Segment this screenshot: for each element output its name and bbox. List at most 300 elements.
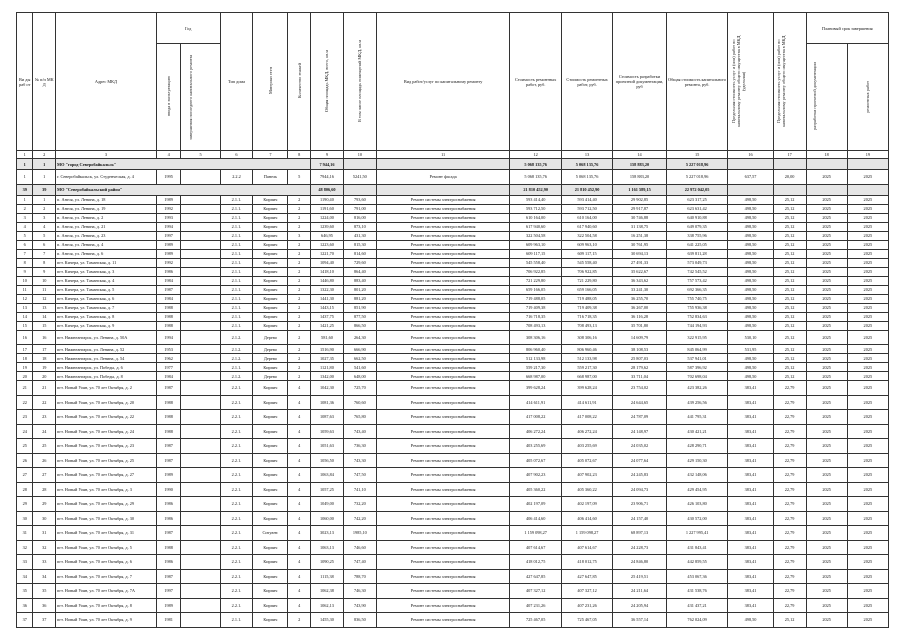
row-address: пгт. Кичера, ул. Таманская, д. 11	[56, 258, 157, 267]
row-cost-design: 33 711,04	[613, 372, 666, 381]
row-year-repair	[181, 453, 220, 468]
row-living-area: 666,90	[343, 345, 376, 354]
row-house-type: 2.1.2.	[220, 345, 253, 354]
row-floors: 4	[288, 511, 311, 526]
row-number: 1	[17, 170, 33, 185]
row-plan-works: 2025	[847, 482, 888, 497]
col-n-mkd: № п/п МК Д	[33, 13, 56, 151]
row-address: пгт. Новый Уоян, ул. 70 лет Октября, д. 5	[56, 540, 157, 555]
row-number: 32	[17, 540, 33, 555]
row-limit-cost: 498,50	[728, 372, 773, 381]
table-row	[17, 170, 889, 185]
row-limit-cost-2: 22,79	[773, 497, 806, 512]
row-wall-material: Кирпич	[253, 213, 288, 222]
row-work-type: Ремонт системы электроснабжения	[376, 363, 510, 372]
row-number: 5	[17, 231, 33, 240]
row-address: пгт. Новый Уоян, ул. 70 лет Октября, д. 31	[56, 526, 157, 541]
row-year-built: 1986	[156, 511, 181, 526]
row-wall-material: Кирпич	[253, 439, 288, 454]
row-mkd-number: 5	[33, 231, 56, 240]
row-house-type: 2.2.1.	[220, 497, 253, 512]
row-year-built: 1992	[156, 204, 181, 213]
row-plan-works: 2025	[847, 303, 888, 312]
row-plan-docs: 2025	[806, 222, 847, 231]
row-cost-planned: 399 628,24	[510, 381, 561, 396]
row-number: 7	[17, 249, 33, 258]
row-cost-total: 752 834,63	[666, 312, 728, 321]
row-year-built: 1986	[156, 267, 181, 276]
row-cost-design: 29 917,87	[613, 204, 666, 213]
col-living-area	[343, 13, 376, 151]
col-floors	[288, 13, 311, 151]
row-plan-docs: 2025	[806, 267, 847, 276]
table-row	[17, 276, 889, 285]
row-work-type: Ремонт системы электроснабжения	[376, 222, 510, 231]
row-mkd-number: 7	[33, 249, 56, 258]
row-work-type: Ремонт системы электроснабжения	[376, 354, 510, 363]
section-cost: 5 068 135,76	[510, 159, 561, 170]
row-cost-total: 573 049,73	[666, 258, 728, 267]
row-year-repair	[181, 540, 220, 555]
table-row	[17, 511, 889, 526]
row-mkd-number: 26	[33, 453, 56, 468]
row-plan-works: 2025	[847, 453, 888, 468]
table-row	[17, 497, 889, 512]
row-number: 21	[17, 381, 33, 396]
row-year-built: 1989	[156, 195, 181, 204]
row-address: пгт. Новый Уоян, ул. 70 лет Октября, д. 29	[56, 497, 157, 512]
row-wall-material: Кирпич	[253, 381, 288, 396]
row-plan-docs: 2025	[806, 240, 847, 249]
row-work-type: Ремонт системы электроснабжения	[376, 294, 510, 303]
row-living-area: 866,50	[343, 321, 376, 330]
row-cost-repair: 725 467,05	[561, 613, 612, 628]
row-plan-docs: 2025	[806, 468, 847, 483]
col-cost-repair: Стоимость ремонтных работ, руб.	[561, 13, 612, 151]
row-total-area: 1059,63	[311, 424, 344, 439]
row-house-type: 2.2.1.	[220, 555, 253, 570]
row-wall-material: Кирпич	[253, 395, 288, 410]
row-plan-docs: 2025	[806, 330, 847, 345]
row-work-type: Ремонт системы электроснабжения	[376, 540, 510, 555]
row-house-type: 2.2.1.	[220, 395, 253, 410]
row-plan-docs: 2025	[806, 258, 847, 267]
row-year-repair	[181, 240, 220, 249]
row-limit-cost: 498,50	[728, 222, 773, 231]
row-plan-docs: 2025	[806, 303, 847, 312]
row-work-type: Ремонт системы электроснабжения	[376, 303, 510, 312]
row-year-repair	[181, 258, 220, 267]
row-mkd-number: 4	[33, 222, 56, 231]
row-year-repair	[181, 584, 220, 599]
col-living-area-label: В том числе площадь помещений МКД, кв.м	[357, 40, 363, 122]
row-living-area: 743,30	[343, 453, 376, 468]
row-house-type: 2.1.1.	[220, 204, 253, 213]
row-living-area: 864,40	[343, 267, 376, 276]
section-design-cost: 1 161 589,15	[613, 184, 666, 195]
row-cost-design: 16 251,38	[613, 231, 666, 240]
row-cost-repair: 405 072,67	[561, 453, 612, 468]
row-plan-works: 2025	[847, 526, 888, 541]
row-work-type: Ремонт системы электроснабжения	[376, 285, 510, 294]
row-mkd-number: 29	[33, 497, 56, 512]
row-total-area: 1121,80	[311, 363, 344, 372]
row-limit-cost: 498,50	[728, 258, 773, 267]
row-mkd-number: 20	[33, 372, 56, 381]
row-cost-planned: 719 409,38	[510, 303, 561, 312]
row-cost-repair: 512 133,98	[561, 354, 612, 363]
row-cost-design: 24 035,02	[613, 439, 666, 454]
row-limit-cost-2: 25,12	[773, 195, 806, 204]
row-floors: 4	[288, 482, 311, 497]
row-address: пгт. Кичера, ул. Таманская, д. 3	[56, 267, 157, 276]
table-row	[17, 249, 889, 258]
row-cost-design: 31 138,75	[613, 222, 666, 231]
row-mkd-number: 36	[33, 598, 56, 613]
row-wall-material: Кирпич	[253, 294, 288, 303]
row-limit-cost: 498,50	[728, 249, 773, 258]
row-year-built: 1997	[156, 231, 181, 240]
row-limit-cost-2: 22,79	[773, 555, 806, 570]
section-empty	[847, 184, 888, 195]
row-limit-cost: 498,50	[728, 231, 773, 240]
row-floors: 4	[288, 439, 311, 454]
row-number: 29	[17, 497, 33, 512]
row-cost-repair: 414 611,91	[561, 395, 612, 410]
row-address: пгт. Новый Уоян, ул. 70 лет Октября, д. 23	[56, 439, 157, 454]
row-plan-works: 2025	[847, 213, 888, 222]
row-cost-repair: 593 712,50	[561, 204, 612, 213]
row-cost-repair: 403 255,69	[561, 439, 612, 454]
row-cost-total: 755 740,75	[666, 294, 728, 303]
row-mkd-number: 17	[33, 345, 56, 354]
row-address: пгт. Новый Уоян, ул. 70 лет Октября, д. 3	[56, 482, 157, 497]
row-living-area: 729,60	[343, 258, 376, 267]
row-plan-works: 2025	[847, 363, 888, 372]
row-cost-repair: 617 940,60	[561, 222, 612, 231]
col-cost-total: Общая стоимость капитального ремонта, руб.	[666, 13, 728, 151]
row-house-type: 2.1.2.	[220, 372, 253, 381]
row-floors: 2	[288, 240, 311, 249]
row-mkd-number: 33	[33, 555, 56, 570]
row-plan-works: 2025	[847, 439, 888, 454]
row-limit-cost: 383,41	[728, 569, 773, 584]
row-plan-works: 2025	[847, 204, 888, 213]
row-wall-material: Кирпич	[253, 555, 288, 570]
row-cost-total: 1 227 995,41	[666, 526, 728, 541]
row-cost-design: 24 245,83	[613, 468, 666, 483]
row-cost-design: 38 108,53	[613, 345, 666, 354]
row-cost-repair: 407 614,67	[561, 540, 612, 555]
row-cost-design: 25 807,03	[613, 354, 666, 363]
table-row	[17, 372, 889, 381]
row-living-area: 881,20	[343, 294, 376, 303]
row-total-area: 1224,00	[311, 213, 344, 222]
row-cost-total: 639 811,28	[666, 249, 728, 258]
row-floors: 2	[288, 276, 311, 285]
row-mkd-number: 21	[33, 381, 56, 396]
row-house-type: 2.1.1.	[220, 294, 253, 303]
column-number-cell: 1	[17, 151, 33, 159]
row-cost-repair: 322 504,58	[561, 231, 612, 240]
row-cost-repair: 708 493,13	[561, 321, 612, 330]
row-cost-planned: 407 902,23	[510, 468, 561, 483]
row-floors: 4	[288, 598, 311, 613]
row-floors: 2	[288, 312, 311, 321]
row-mkd-number: 24	[33, 424, 56, 439]
row-cost-design: 24 205,94	[613, 598, 666, 613]
row-wall-material: Кирпич	[253, 511, 288, 526]
row-plan-works: 2025	[847, 330, 888, 345]
row-cost-total: 431 437,21	[666, 598, 728, 613]
row-floors: 4	[288, 497, 311, 512]
row-cost-total: 426 103,80	[666, 497, 728, 512]
section-name: МО "город Северобайкальск"	[56, 159, 311, 170]
row-total-area: 581,60	[311, 330, 344, 345]
row-living-area: 746,60	[343, 540, 376, 555]
row-year-repair	[181, 276, 220, 285]
row-plan-docs: 2025	[806, 231, 847, 240]
row-house-type: 2.2.1.	[220, 598, 253, 613]
row-cost-repair: 402 197,09	[561, 497, 612, 512]
table-row	[17, 540, 889, 555]
row-limit-cost-2: 25,12	[773, 294, 806, 303]
row-living-area: 801,20	[343, 285, 376, 294]
row-cost-repair: 545 558,40	[561, 258, 612, 267]
row-total-area: 1087,63	[311, 410, 344, 425]
row-cost-total: 432 148,06	[666, 468, 728, 483]
row-total-area: 1223,60	[311, 240, 344, 249]
row-living-area: 732,20	[343, 497, 376, 512]
row-total-area: 1239,60	[311, 222, 344, 231]
row-plan-docs: 2025	[806, 294, 847, 303]
row-limit-cost: 383,41	[728, 424, 773, 439]
row-wall-material: Кирпич	[253, 267, 288, 276]
row-total-area: 1062,13	[311, 598, 344, 613]
row-address: п. Ангоя, ул. Ленина, д. 23	[56, 231, 157, 240]
row-cost-design: 14 609,79	[613, 330, 666, 345]
row-house-type: 2.2.1.	[220, 584, 253, 599]
section-cost-2: 5 068 135,76	[561, 159, 612, 170]
column-number-cell: 19	[847, 151, 888, 159]
row-house-type: 2.2.1.	[220, 439, 253, 454]
row-living-area: 877,50	[343, 312, 376, 321]
section-empty	[728, 159, 773, 170]
row-plan-works: 2025	[847, 381, 888, 396]
row-cost-repair: 407 327,12	[561, 584, 612, 599]
row-living-area: 746,30	[343, 584, 376, 599]
row-limit-cost: 498,50	[728, 285, 773, 294]
row-total-area: 1437,75	[311, 312, 344, 321]
row-mkd-number: 9	[33, 267, 56, 276]
row-limit-cost-2: 22,79	[773, 468, 806, 483]
row-cost-planned: 721 229,80	[510, 276, 561, 285]
row-cost-planned: 609 963,10	[510, 240, 561, 249]
table-row	[17, 468, 889, 483]
row-year-repair	[181, 439, 220, 454]
row-year-repair	[181, 170, 220, 185]
column-number-cell: 9	[311, 151, 344, 159]
row-house-type: 2.2.1.	[220, 410, 253, 425]
row-limit-cost: 383,41	[728, 468, 773, 483]
row-number: 24	[17, 424, 33, 439]
row-cost-planned: 545 558,40	[510, 258, 561, 267]
column-number-cell: 5	[181, 151, 220, 159]
row-limit-cost-2: 25,12	[773, 354, 806, 363]
row-cost-planned: 407 327,12	[510, 584, 561, 599]
row-number: 20	[17, 372, 33, 381]
row-floors: 2	[288, 204, 311, 213]
row-plan-docs: 2025	[806, 363, 847, 372]
row-work-type: Ремонт системы электроснабжения	[376, 231, 510, 240]
table-row	[17, 303, 889, 312]
row-limit-cost: 383,41	[728, 598, 773, 613]
row-plan-works: 2025	[847, 222, 888, 231]
col-total-area	[311, 13, 344, 151]
row-living-area: 788,70	[343, 569, 376, 584]
row-mkd-number: 37	[33, 613, 56, 628]
row-plan-works: 2025	[847, 613, 888, 628]
row-number: 22	[17, 395, 33, 410]
row-limit-cost: 498,50	[728, 294, 773, 303]
row-limit-cost: 383,41	[728, 584, 773, 599]
row-wall-material: Кирпич	[253, 453, 288, 468]
row-year-built: 1989	[156, 598, 181, 613]
row-limit-cost: 498,50	[728, 267, 773, 276]
row-number: 12	[17, 294, 33, 303]
row-cost-total: 439 256,56	[666, 395, 728, 410]
row-floors: 2	[288, 330, 311, 345]
row-plan-works: 2025	[847, 372, 888, 381]
row-plan-docs: 2025	[806, 312, 847, 321]
table-row	[17, 381, 889, 396]
row-cost-planned: 402 197,09	[510, 497, 561, 512]
row-year-built: 1962	[156, 354, 181, 363]
row-cost-planned: 414 611,91	[510, 395, 561, 410]
row-plan-docs: 2025	[806, 345, 847, 354]
row-floors: 2	[288, 195, 311, 204]
row-limit-cost: 383,41	[728, 381, 773, 396]
table-row	[17, 285, 889, 294]
row-plan-works: 2025	[847, 354, 888, 363]
row-cost-repair: 610 164,00	[561, 213, 612, 222]
section-number: 39	[17, 184, 33, 195]
row-address: п. Ангоя, ул. Ленина, д. 2	[56, 213, 157, 222]
row-cost-total: 692 366,35	[666, 285, 728, 294]
row-cost-total: 423 382,26	[666, 381, 728, 396]
row-living-area: 791,00	[343, 204, 376, 213]
table-row	[17, 613, 889, 628]
row-plan-works: 2025	[847, 195, 888, 204]
row-limit-cost-2: 25,12	[773, 303, 806, 312]
row-year-repair	[181, 468, 220, 483]
row-number: 26	[17, 453, 33, 468]
row-number: 1	[17, 195, 33, 204]
row-address: п. Ангоя, ул. Ленина, д. 4	[56, 240, 157, 249]
row-wall-material: Кирпич	[253, 410, 288, 425]
row-cost-design: 36 343,62	[613, 276, 666, 285]
row-cost-design: 35 701,80	[613, 321, 666, 330]
row-mkd-number: 25	[33, 439, 56, 454]
row-house-type: 2.1.1.	[220, 258, 253, 267]
row-address: пгт. Новый Уоян, ул. 70 лет Октября, д. 30	[56, 511, 157, 526]
row-floors: 4	[288, 381, 311, 396]
table-row	[17, 231, 889, 240]
row-plan-docs: 2025	[806, 372, 847, 381]
row-cost-planned: 719 488,05	[510, 294, 561, 303]
row-mkd-number: 22	[33, 395, 56, 410]
row-cost-planned: 806 960,40	[510, 345, 561, 354]
row-mkd-number: 28	[33, 482, 56, 497]
table-row	[17, 294, 889, 303]
row-limit-cost: 498,50	[728, 613, 773, 628]
row-limit-cost: 637,57	[728, 170, 773, 185]
row-year-repair	[181, 395, 220, 410]
row-year-built: 1986	[156, 555, 181, 570]
row-plan-docs: 2025	[806, 285, 847, 294]
col-limit-cost2	[773, 13, 806, 151]
row-year-built: 1995	[156, 170, 181, 185]
row-total-area: 646,95	[311, 231, 344, 240]
col-work-type: Вид работ/услуг по капитальному ремонту	[376, 13, 510, 151]
row-address: пгт. Кичера, ул. Таманская, д. 6	[56, 294, 157, 303]
row-living-area: 1985,10	[343, 526, 376, 541]
row-cost-design: 24 787,09	[613, 410, 666, 425]
row-mkd-number: 2	[33, 204, 56, 213]
row-plan-docs: 2025	[806, 195, 847, 204]
row-limit-cost: 530,10	[728, 330, 773, 345]
row-house-type: 2.2.1.	[220, 453, 253, 468]
row-mkd-number: 16	[33, 330, 56, 345]
row-year-repair	[181, 321, 220, 330]
column-numbering-row	[17, 151, 889, 159]
row-cost-total: 5 227 018,96	[666, 170, 728, 185]
row-floors: 4	[288, 540, 311, 555]
row-limit-cost-2: 22,79	[773, 381, 806, 396]
row-work-type: Ремонт системы электроснабжения	[376, 439, 510, 454]
row-address: пгт. Кичера, ул. Таманская, д. 8	[56, 312, 157, 321]
row-limit-cost: 531,95	[728, 345, 773, 354]
section-cost-2: 21 810 452,90	[561, 184, 612, 195]
row-floors: 4	[288, 555, 311, 570]
row-cost-planned: 610 164,00	[510, 213, 561, 222]
row-cost-design: 23 906,71	[613, 497, 666, 512]
row-cost-total: 762 024,09	[666, 613, 728, 628]
row-cost-total: 429 150,30	[666, 453, 728, 468]
row-living-area: 765,80	[343, 410, 376, 425]
row-cost-planned: 706 922,85	[510, 267, 561, 276]
row-total-area: 1441,30	[311, 294, 344, 303]
column-number-cell: 4	[156, 151, 181, 159]
row-total-area: 1057,25	[311, 482, 344, 497]
row-number: 23	[17, 410, 33, 425]
row-work-type: Ремонт системы электроснабжения	[376, 482, 510, 497]
row-limit-cost-2: 22,79	[773, 584, 806, 599]
row-work-type: Ремонт системы электроснабжения	[376, 526, 510, 541]
table-row	[17, 354, 889, 363]
row-wall-material: Кирпич	[253, 303, 288, 312]
section-cost: 21 810 452,90	[510, 184, 561, 195]
row-number: 16	[17, 330, 33, 345]
row-living-area: 725,70	[343, 381, 376, 396]
row-limit-cost: 383,41	[728, 555, 773, 570]
row-total-area: 1191,60	[311, 204, 344, 213]
row-floors: 2	[288, 285, 311, 294]
row-total-area: 1090,25	[311, 555, 344, 570]
row-mkd-number: 8	[33, 258, 56, 267]
row-cost-repair: 716 718,35	[561, 312, 612, 321]
table-row	[17, 267, 889, 276]
